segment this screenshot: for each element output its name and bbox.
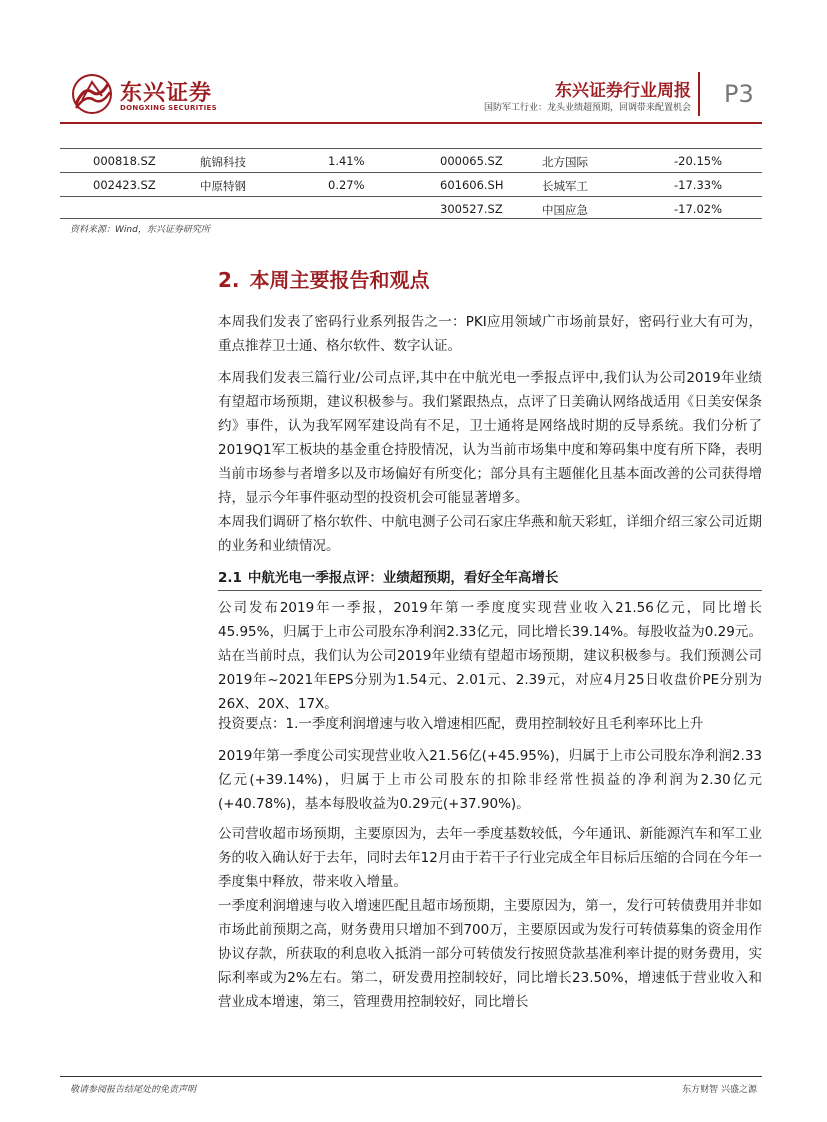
footer-rule [60,1076,762,1077]
subsection-number: 2.1 [218,570,242,586]
body-paragraph: 2019年第一季度公司实现营业收入21.56亿(+45.95%)，归属于上市公司股东净利润2.33亿元(+39.14%)，归属于上市公司股东的扣除非经常性损益的净利润为2.30亿元(+40.78%)，基本每股收益为0.29元(+37.90%)。 [218,748,762,812]
page-number: P3 [724,80,754,108]
stock-change: -17.02% [674,202,722,216]
logo-chinese-name: 东兴证券 [120,81,213,106]
stock-name: 中原特钢 [200,179,246,193]
stock-change: 1.41% [328,154,365,168]
section-number: 2. [218,268,240,292]
section-title-text: 本周主要报告和观点 [249,268,430,292]
header-rule [60,122,762,124]
footer-slogan: 东方财智 兴盛之源 [682,1085,757,1095]
stock-name: 长城军工 [542,179,588,193]
company-logo-icon [70,74,114,114]
stock-code: 002423.SZ [93,178,156,192]
subsection-rule [218,590,762,591]
body-paragraph: 公司发布2019年一季报，2019年第一季度度实现营业收入21.56亿元，同比增长45.95%，归属于上市公司股东净利润2.33亿元，同比增长39.14%。每股收益为0.29元。站在当前时点，我们认为公司2019年业绩有望超市场预期，建议积极参与。我们预测公司2019年~2021年EPS分别为1.54元、2.01元、2.39元，对应4月25日收盘价PE分别为26X、20X、17X。 [218,600,762,712]
table-bottom-rule [60,218,762,219]
table-row [60,174,762,198]
logo-english-name: DONGXING SECURITIES [120,104,217,112]
table-row-rule [60,196,762,197]
body-paragraph: 一季度利润增速与收入增速匹配且超市场预期，主要原因为，第一，发行可转债费用并非如市场此前预期之高，财务费用只增加不到700万，主要原因或为发行可转债募集的资金用作协议存款，所获取的利息收入抵消一部分可转债发行按照贷款基准利率计提的财务费用，实际利率或为2%左右。第二，研发费用控制较好，同比增长23.50%，增速低于营业收入和营业成本增速，第三，管理费用控制较好，同比增长 [218,898,762,1010]
body-paragraph: 公司营收超市场预期，主要原因为，去年一季度基数较低，今年通讯、新能源汽车和军工业务的收入确认好于去年，同时去年12月由于若干子行业完成全年目标后压缩的合同在今年一季度集中释放，带来收入增量。 [218,826,762,890]
report-subtitle: 国防军工行业：龙头业绩超预期，回调带来配置机会 [483,103,691,113]
table-row [60,150,762,174]
stock-code: 000065.SZ [440,154,503,168]
footer-disclaimer: 敬请参阅报告结尾处的免责声明 [70,1085,197,1095]
stock-name: 中国应急 [542,203,588,217]
report-title: 东兴证券行业周报 [555,81,691,101]
stock-change: 0.27% [328,178,365,192]
stock-change: -20.15% [674,154,722,168]
body-paragraph: 本周我们调研了格尔软件、中航电测子公司石家庄华燕和航天彩虹，详细介绍三家公司近期的业务和业绩情况。 [218,514,762,554]
stock-change: -17.33% [674,178,722,192]
section-heading [218,264,430,293]
body-paragraph: 本周我们发表了密码行业系列报告之一：PKI应用领域广市场前景好，密码行业大有可为，重点推荐卫士通、格尔软件、数字认证。 [218,314,762,354]
header-divider [698,72,700,116]
stock-code: 000818.SZ [93,154,156,168]
body-paragraph: 投资要点：1.一季度利润增速与收入增速相匹配，费用控制较好且毛利率环比上升 [218,716,704,732]
body-paragraph: 本周我们发表三篇行业/公司点评,其中在中航光电一季报点评中,我们认为公司2019年业绩有望超市场预期，建议积极参与。我们紧跟热点，点评了日美确认网络战适用《日美安保条约》事件，认为我军网军建设尚有不足，卫士通将是网络战时期的反导系统。我们分析了2019Q1军工板块的基金重仓持股情况，认为当前市场集中度和筹码集中度有所下降，表明当前市场参与者增多以及市场偏好有所变化；部分具有主题催化且基本面改善的公司获得增持，显示今年事件驱动型的投资机会可能显著增多。 [218,370,762,506]
stock-name: 航锦科技 [200,155,246,169]
subsection-heading [218,566,558,586]
stock-code: 601606.SH [440,178,504,192]
subsection-title-text: 中航光电一季报点评：业绩超预期，看好全年高增长 [247,570,559,586]
stock-code: 300527.SZ [440,202,503,216]
table-row-rule [60,172,762,173]
stock-name: 北方国际 [542,155,588,169]
table-top-rule [60,148,762,149]
table-source-note: 资料来源：Wind，东兴证券研究所 [70,225,210,235]
